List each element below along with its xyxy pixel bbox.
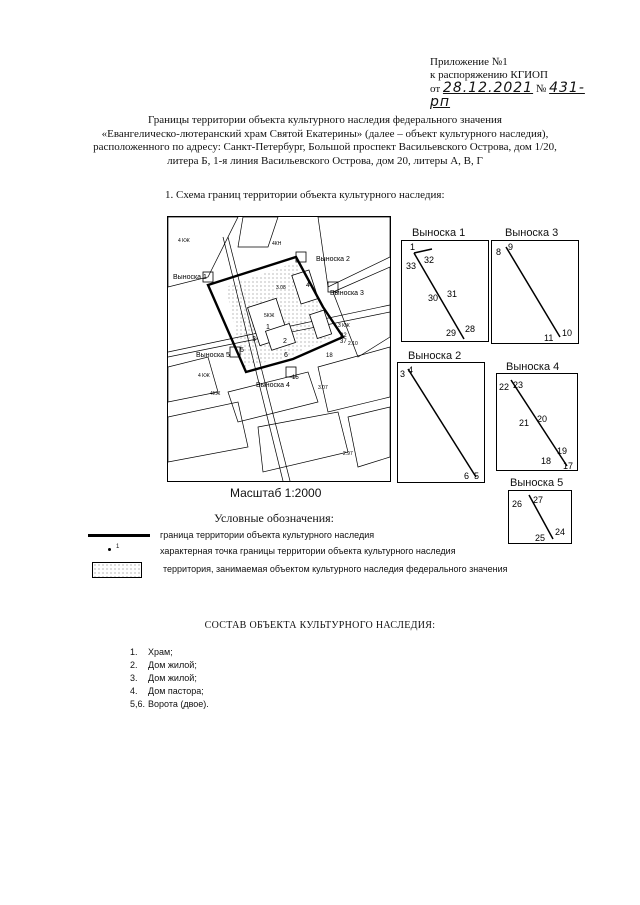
title-line: расположенного по адресу: Санкт-Петербург, Большой проспект Васильевского Острова, дом 1/20, [93, 141, 557, 153]
map-callout-label: Выноска 5 [196, 352, 230, 359]
map-building-type: 4 КЖ [178, 238, 190, 244]
title-line: литера Б, 1-я линия Васильевского Острова, дом 20, литеры А, В, Г [167, 154, 483, 167]
point-label: 24 [555, 527, 566, 537]
boundary-map [167, 216, 391, 482]
map-point-label: 2.10 [348, 341, 358, 347]
map-elevation: 3.08 [276, 285, 286, 291]
building-number: 2 [283, 338, 287, 345]
number-prefix: № [535, 83, 547, 95]
point-label: 6 [464, 471, 470, 481]
point-label: 10 [562, 328, 573, 338]
callout-4-box [496, 373, 578, 471]
building-number: 3 [252, 336, 256, 343]
list-item: 4. Дом пастора; [130, 686, 204, 696]
appendix-date-line [430, 82, 590, 110]
point-label: 27 [533, 495, 544, 505]
callout-3-box [491, 240, 579, 344]
building-number: 1 [266, 324, 270, 331]
point-label: 28 [465, 324, 476, 334]
legend-boundary-line [88, 534, 150, 537]
legend-title: Условные обозначения: [214, 511, 335, 525]
map-elevation: 2.97 [343, 451, 353, 457]
legend-point-number: 1 [116, 544, 120, 550]
callout-5-drawing [509, 491, 571, 543]
point-label: 19 [557, 446, 568, 456]
legend-item-boundary: граница территории объекта культурного наследия [160, 530, 375, 540]
point-label: 26 [512, 499, 523, 509]
date-prefix: от [430, 83, 441, 95]
point-label: 21 [519, 418, 530, 428]
map-building-type: 3 КЖ [338, 323, 350, 329]
point-label: 1 [410, 242, 416, 252]
map-point-label: 32 [340, 333, 347, 339]
legend-point-marker [108, 548, 111, 551]
point-label: 31 [447, 289, 458, 299]
point-label: 8 [496, 247, 502, 257]
appendix-line2: к распоряжению КГИОП [430, 69, 548, 81]
point-label: 9 [508, 242, 514, 252]
list-item: 5,6. Ворота (двое). [130, 699, 209, 709]
callout-2-box [397, 362, 485, 483]
handwritten-date: 28.12.2021 [442, 80, 534, 96]
callout-1-title: Выноска 1 [412, 227, 466, 239]
handwritten-number: 431-рп [430, 80, 585, 110]
map-callout-label: Выноска 2 [316, 256, 350, 263]
map-scale: Масштаб 1:2000 [230, 486, 322, 500]
map-building-type: 4КЖ [210, 391, 221, 397]
callout-4-title: Выноска 4 [506, 361, 560, 373]
point-label: 5 [474, 471, 480, 481]
legend-item-territory: территория, занимаемая объектом культурного наследия федерального значения [163, 564, 508, 574]
map-callout-label: Выноска 1 [173, 274, 207, 281]
map-building-type: 4КН [272, 241, 282, 247]
composition-title: СОСТАВ ОБЪЕКТА КУЛЬТУРНОГО НАСЛЕДИЯ: [204, 620, 436, 631]
point-label: 32 [424, 255, 435, 265]
map-callout-label: Выноска 4 [256, 382, 290, 389]
list-item: 3. Дом жилой; [130, 673, 197, 683]
point-label: 22 [499, 382, 510, 392]
point-label: 18 [541, 456, 552, 466]
callout-2-drawing [398, 363, 484, 482]
point-label: 30 [428, 293, 439, 303]
list-item: 2. Дом жилой; [130, 660, 197, 670]
map-point-label: 37 [340, 339, 347, 345]
callout-1-box [401, 240, 489, 342]
callout-5-title: Выноска 5 [510, 477, 564, 489]
composition-list [130, 646, 209, 711]
map-elevation: 3.07 [318, 385, 328, 391]
document-title [40, 114, 610, 168]
point-label: 23 [513, 380, 524, 390]
list-item: 1. Храм; [130, 647, 173, 657]
point-label: 3 [400, 369, 406, 379]
section-heading: 1. Схема границ территории объекта культурного наследия: [165, 189, 445, 201]
legend-territory-swatch [92, 562, 142, 578]
appendix-header [430, 56, 590, 110]
map-callout-label: Выноска 3 [330, 290, 364, 297]
callout-5-box [508, 490, 572, 544]
building-number: 6 [284, 352, 288, 359]
legend-item-point: характерная точка границы территории объекта культурного наследия [160, 546, 456, 556]
callout-3-title: Выноска 3 [505, 227, 559, 239]
point-label: 4 [408, 365, 414, 375]
point-label: 25 [535, 533, 546, 543]
map-point-label: 18 [326, 353, 333, 359]
map-drawing [168, 217, 390, 481]
building-number: 4 [306, 282, 310, 289]
point-label: 29 [446, 328, 457, 338]
map-building-type: 5КЖ [264, 313, 275, 319]
building-number: 5 [240, 347, 244, 354]
point-label: 17 [563, 461, 574, 470]
point-label: 33 [406, 261, 417, 271]
map-point-label: 15 [292, 375, 299, 381]
callout-2-title: Выноска 2 [408, 350, 462, 362]
point-label: 11 [544, 333, 554, 343]
callout-1-drawing [402, 241, 488, 341]
appendix-line1: Приложение №1 [430, 56, 508, 68]
callout-4-drawing [497, 374, 577, 470]
title-line: «Евангелическо-лютеранский храм Святой Екатерины» (далее – объект культурного наследия), [101, 127, 549, 140]
point-label: 20 [537, 414, 548, 424]
map-building-type: 4 КЖ [198, 373, 210, 379]
callout-3-drawing [492, 241, 578, 343]
title-line: Границы территории объекта культурного наследия федерального значения [148, 114, 502, 126]
